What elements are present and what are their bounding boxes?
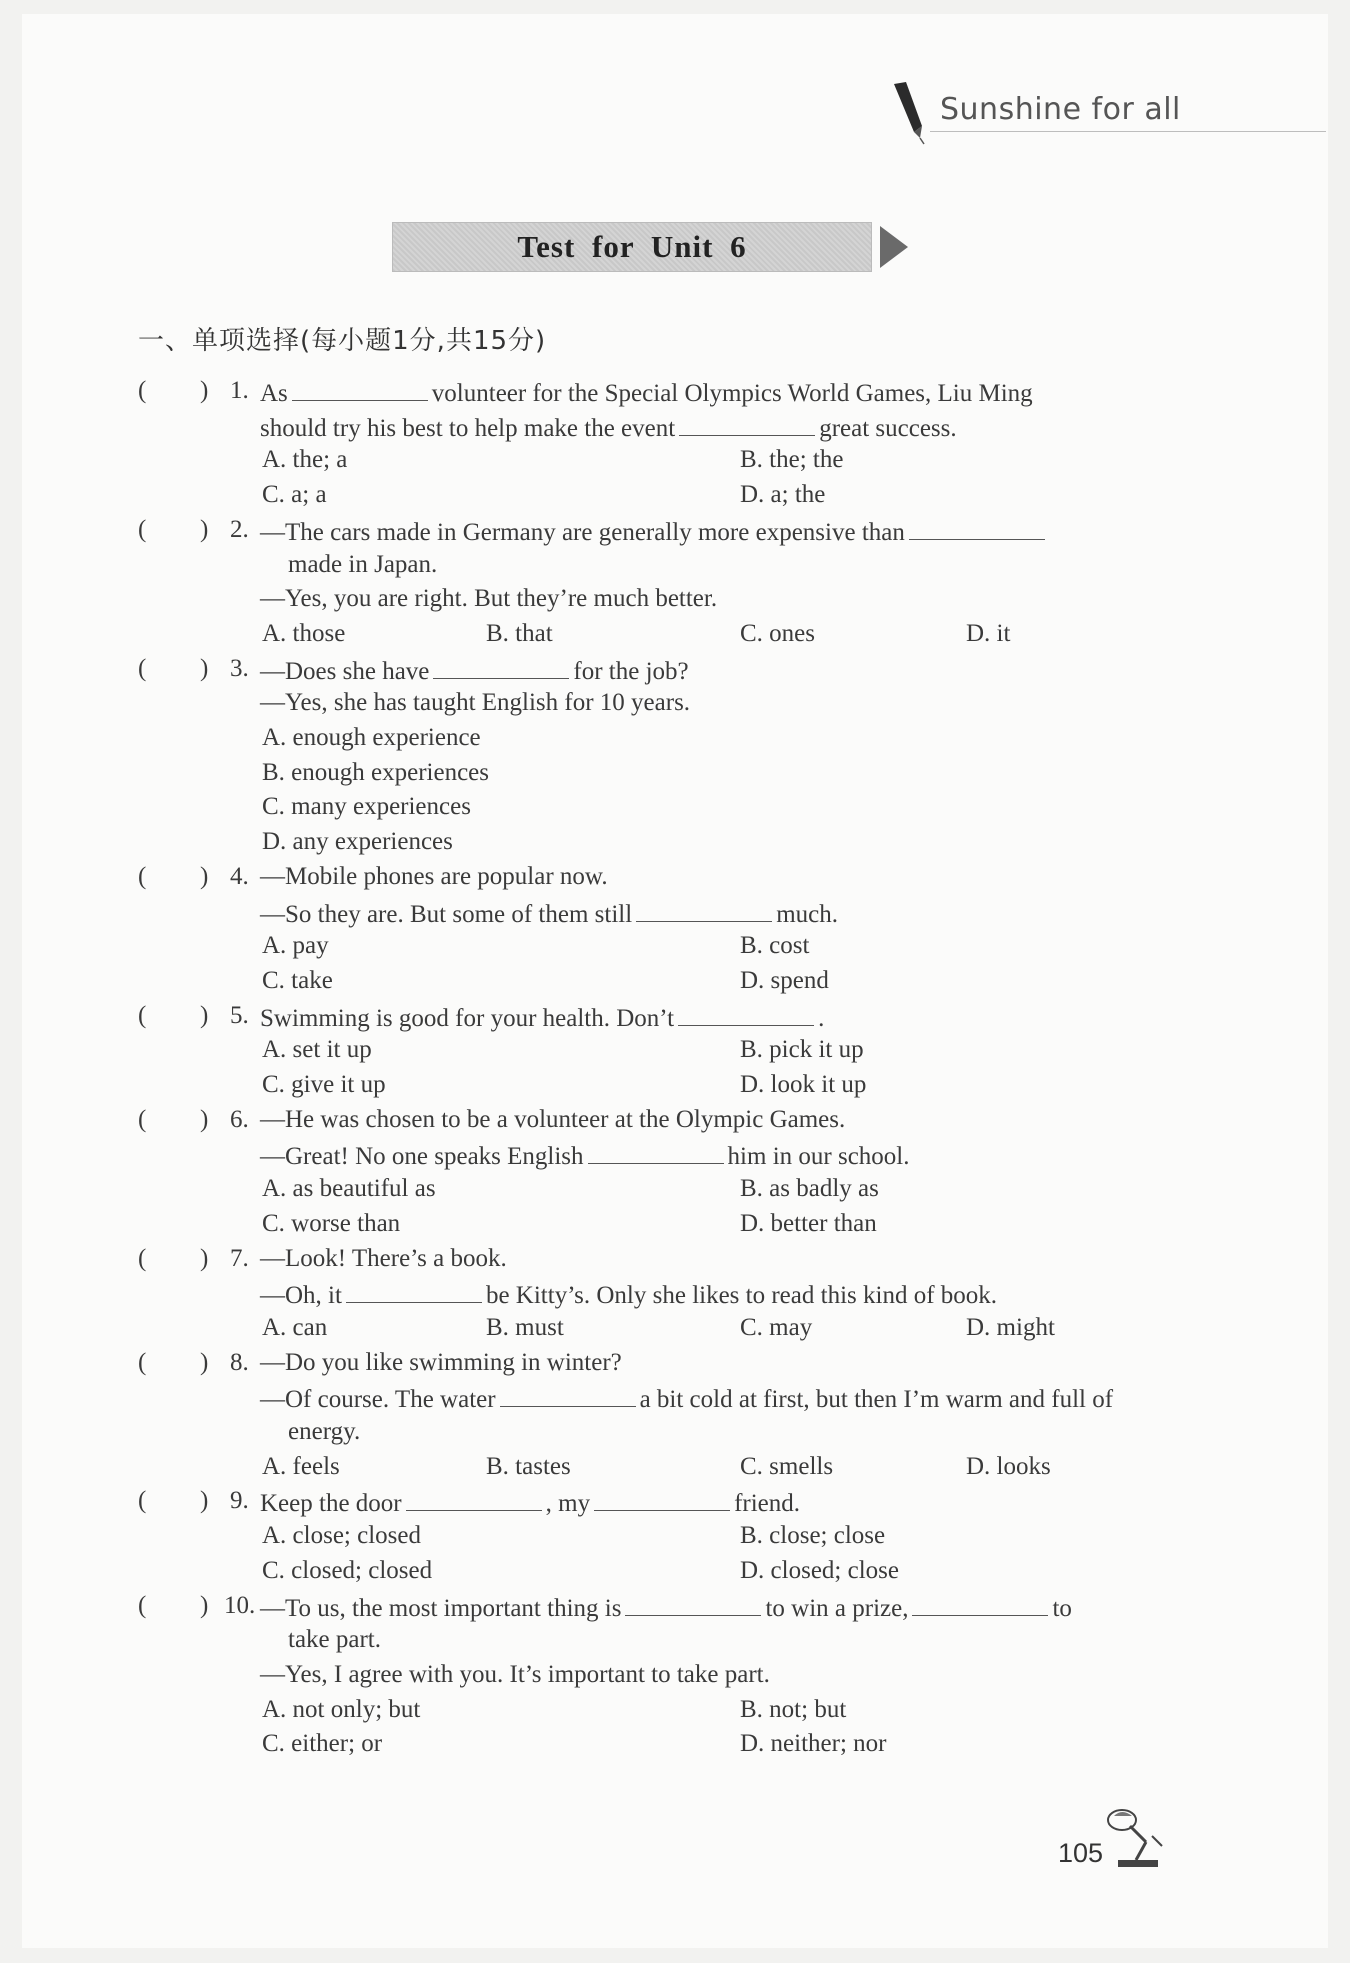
question-number: 5. [230,1001,249,1029]
question-number: 6. [230,1105,249,1133]
question-text: —So they are. But some of them still [260,900,633,928]
desk-lamp-icon [1106,1806,1166,1870]
question-text-line [260,656,689,684]
option[interactable]: B. close; close [740,1522,886,1550]
answer-bracket-open: ( [138,377,147,404]
option[interactable]: A. can [262,1313,328,1341]
question-text-line [260,690,690,715]
question-text: should try his best to help make the event [260,414,676,442]
answer-bracket-close: ) [200,1487,209,1515]
question-text: —The cars made in Germany are generally more expensive than [260,518,905,546]
question-text-line [260,1662,770,1687]
question-text: . [818,1004,825,1032]
page-title: Test for Unit 6 [392,222,872,272]
answer-blank[interactable] [588,1141,724,1164]
option[interactable]: C. ones [740,619,815,647]
question-number: 9. [230,1487,249,1515]
answer-bracket-open: ( [138,1348,147,1376]
option[interactable]: B. tastes [486,1452,571,1480]
answer-blank[interactable] [909,517,1045,540]
option[interactable]: D. might [966,1313,1055,1341]
option[interactable]: D. any experiences [262,828,453,856]
page-number: 105 [1058,1838,1104,1868]
question-text: him in our school. [727,1143,910,1171]
question-text: —Does she have [260,657,430,685]
answer-bracket-open: ( [138,515,147,543]
answer-blank[interactable] [679,413,815,436]
question-text: —Yes, I agree with you. It’s important to take part. [260,1660,770,1688]
question-text-line [260,1488,800,1516]
answer-bracket-open: ( [138,1591,147,1619]
option[interactable]: A. close; closed [262,1522,421,1550]
question-text: great success. [819,414,957,442]
question-text: to win a prize, [765,1594,909,1622]
option[interactable]: A. the; a [262,446,348,474]
answer-blank[interactable] [406,1488,542,1511]
option[interactable]: C. closed; closed [262,1556,433,1584]
header-rule [930,131,1326,132]
question-number: 1. [230,377,249,404]
answer-bracket-close: ) [200,377,209,404]
question-text-line [260,1141,909,1169]
question-text-line [260,586,717,611]
option[interactable]: B. pick it up [740,1036,864,1064]
answer-blank[interactable] [636,899,772,922]
question-text: —Of course. The water [260,1386,496,1414]
question-text-line [260,899,838,927]
question-number: 8. [230,1348,249,1376]
answer-bracket-close: ) [200,1591,209,1619]
option[interactable]: D. closed; close [740,1556,899,1584]
question-text: be Kitty’s. Only she likes to read this kind of book. [485,1282,998,1310]
option[interactable]: C. worse than [262,1209,401,1237]
answer-blank[interactable] [433,656,569,679]
answer-bracket-close: ) [200,1244,209,1272]
option[interactable]: D. spend [740,966,829,994]
option[interactable]: A. pay [262,932,329,960]
question-text-line [260,1593,1072,1621]
question-text: made in Japan. [288,550,438,578]
answer-blank[interactable] [500,1384,636,1407]
option[interactable]: A. those [262,619,346,647]
option[interactable]: B. the; the [740,446,844,474]
question-text: Swimming is good for your health. Don’t [260,1004,675,1032]
header [886,76,1326,134]
question-text: —Great! No one speaks English [260,1143,584,1171]
option[interactable]: A. enough experience [262,724,481,751]
option[interactable]: B. as badly as [740,1175,879,1203]
option[interactable]: B. cost [740,932,810,960]
question-number: 2. [230,515,249,543]
answer-bracket-close: ) [200,1348,209,1376]
option[interactable]: D. look it up [740,1071,867,1098]
answer-bracket-close: ) [200,654,209,682]
option[interactable]: B. enough experiences [262,758,490,786]
option[interactable]: C. a; a [262,481,327,509]
option[interactable]: C. either; or [262,1730,383,1758]
page [22,14,1328,1948]
question-text: —Oh, it [260,1282,342,1310]
section-heading: 一、单项选择(每小题1分,共15分) [138,326,547,356]
option[interactable]: D. neither; nor [740,1730,887,1758]
question-text-line [288,552,437,577]
answer-blank[interactable] [678,1003,814,1026]
question-text: —Look! There’s a book. [260,1244,507,1272]
answer-blank[interactable] [912,1593,1048,1616]
question-text-line [260,1003,824,1031]
answer-blank[interactable] [594,1488,730,1511]
option[interactable]: B. not; but [740,1695,847,1723]
question-text: —He was chosen to be a volunteer at the Olympic Games. [260,1105,846,1133]
question-text-line [260,1384,1113,1412]
answer-bracket-open: ( [138,1105,147,1133]
question-text: As [260,380,288,407]
question-text-line [260,1280,997,1308]
question-text: energy. [288,1418,361,1445]
option[interactable]: A. as beautiful as [262,1175,436,1203]
answer-bracket-open: ( [138,654,147,682]
question-text: —Yes, you are right. But they’re much better. [260,585,718,613]
question-text-line [260,1107,845,1132]
option[interactable]: C. many experiences [262,793,471,821]
answer-bracket-close: ) [200,515,209,543]
question-text: take part. [288,1626,382,1654]
question-text-line [260,413,957,441]
question-text: —Mobile phones are popular now. [260,862,608,890]
option[interactable]: C. give it up [262,1071,386,1098]
answer-bracket-open: ( [138,862,147,890]
answer-bracket-open: ( [138,1487,147,1515]
option[interactable]: D. looks [966,1452,1051,1480]
answer-bracket-close: ) [200,862,209,890]
question-number: 4. [230,862,249,890]
question-text-line [288,1627,381,1652]
brand-text: Sunshine for all [940,92,1181,127]
question-text: —Yes, she has taught English for 10 years. [260,689,691,717]
option[interactable]: A. not only; but [262,1695,421,1723]
option[interactable]: D. it [966,619,1011,647]
option[interactable]: C. may [740,1313,813,1341]
question-text: to [1052,1594,1072,1622]
option[interactable]: D. better than [740,1209,877,1237]
question-text-line [288,1419,360,1444]
question-text: a bit cold at first, but then I’m warm and full of [639,1386,1114,1414]
question-text: Keep the door [260,1490,402,1518]
question-text: for the job? [573,657,689,685]
option[interactable]: A. set it up [262,1036,372,1064]
question-number: 10. [224,1591,256,1619]
answer-bracket-close: ) [200,1001,209,1029]
question-text-line [260,517,1049,545]
question-text: friend. [734,1490,801,1518]
play-arrow-icon [878,224,910,270]
question-number: 3. [230,654,249,682]
question-text-line [260,864,608,889]
option[interactable]: C. take [262,966,333,994]
option[interactable]: A. feels [262,1452,340,1480]
question-number: 7. [230,1244,249,1272]
question-text: —To us, the most important thing is [260,1594,622,1622]
title-banner [392,222,912,272]
option[interactable]: D. a; the [740,481,826,509]
answer-bracket-open: ( [138,1244,147,1272]
question-text: —Do you like swimming in winter? [260,1348,622,1376]
answer-bracket-open: ( [138,1001,147,1029]
option[interactable]: B. that [486,619,553,647]
question-text-line [260,1246,507,1271]
question-text: much. [776,900,838,928]
answer-bracket-close: ) [200,1105,209,1133]
question-text-line [260,1350,622,1375]
pen-icon [886,80,930,146]
answer-blank[interactable] [292,378,428,401]
answer-blank[interactable] [346,1280,482,1303]
question-text-line [260,378,1033,406]
question-text: volunteer for the Special Olympics World Games, Liu Ming [431,380,1033,407]
option[interactable]: C. smells [740,1452,834,1480]
question-text: , my [545,1490,591,1518]
answer-blank[interactable] [625,1593,761,1616]
option[interactable]: B. must [486,1313,564,1341]
